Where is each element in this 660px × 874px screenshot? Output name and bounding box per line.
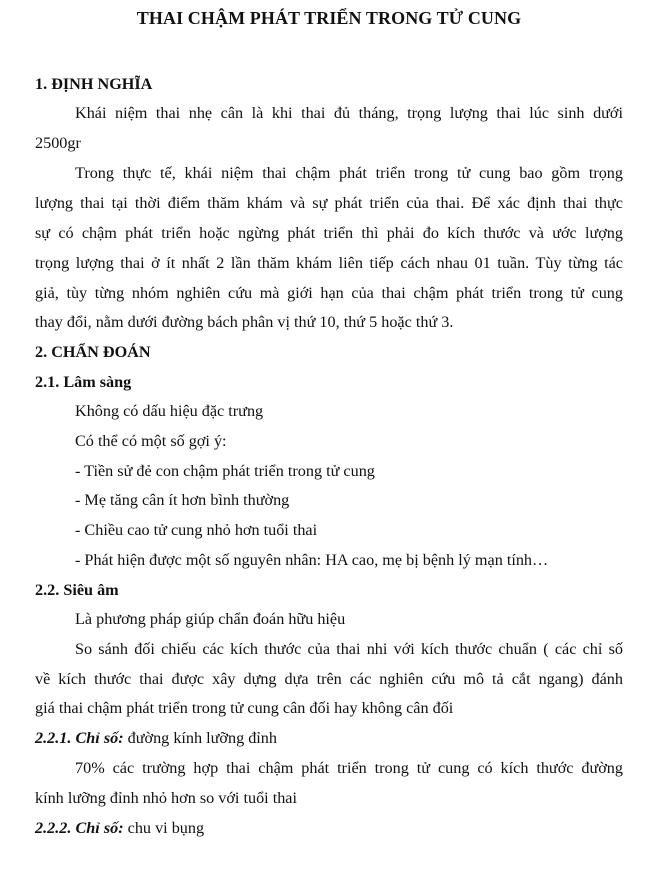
paragraph-line: trọng lượng thai ở ít nhất 2 lần thăm khám liên tiếp cách nhau 01 tuần. Tùy từng tác (35, 254, 623, 272)
paragraph-line: Trong thực tế, khái niệm thai chậm phát triển trong tử cung bao gồm trọng (75, 164, 623, 182)
section-heading-diagnosis: 2. CHẨN ĐOÁN (35, 343, 151, 361)
list-item: - Mẹ tăng cân ít hơn bình thường (75, 491, 290, 509)
paragraph-line: thay đổi, nằm dưới đường bách phân vị thứ 10, thứ 5 hoặc thứ 3. (35, 313, 454, 331)
index-label: 2.2.1. Chỉ số: (35, 729, 124, 747)
index-heading-bpd (35, 728, 277, 748)
text-line: Không có dấu hiệu đặc trưng (75, 402, 264, 420)
list-item: - Phát hiện được một số nguyên nhân: HA cao, mẹ bị bệnh lý mạn tính… (75, 551, 549, 569)
paragraph-line: kính lưỡng đỉnh nhỏ hơn so với tuổi thai (35, 789, 297, 807)
paragraph-line: 2500gr (35, 134, 81, 152)
index-text: đường kính lưỡng đỉnh (123, 729, 277, 747)
paragraph-line: 70% các trường hợp thai chậm phát triển trong tử cung có kích thước đường (75, 759, 623, 777)
paragraph-line: giá thai chậm phát triển trong tử cung cân đối hay không cân đối (35, 699, 454, 717)
paragraph-line: Khái niệm thai nhẹ cân là khi thai đủ tháng, trọng lượng thai lúc sinh dưới (75, 104, 623, 122)
paragraph-line: sự có chậm phát triển hoặc ngừng phát triển thì phải đo kích thước và ước lượng (35, 224, 623, 242)
paragraph-line: So sánh đối chiếu các kích thước của thai nhi với kích thước chuẩn ( các chỉ số (75, 640, 623, 658)
text-line: Là phương pháp giúp chẩn đoán hữu hiệu (75, 610, 346, 628)
section-heading-definition: 1. ĐỊNH NGHĨA (35, 75, 153, 93)
index-text: chu vi bụng (123, 819, 205, 837)
list-item: - Tiền sử đẻ con chậm phát triển trong tử cung (75, 462, 375, 480)
paragraph-line: về kích thước thai được xây dựng dựa trên các nghiên cứu mô tả cắt ngang) đánh (35, 670, 623, 688)
list-item: - Chiều cao tử cung nhỏ hơn tuổi thai (75, 521, 318, 539)
paragraph-line: lượng thai tại thời điểm thăm khám và sự phát triển của thai. Để xác định thai thực (35, 194, 623, 212)
page-title: THAI CHẬM PHÁT TRIỂN TRONG TỬ CUNG (136, 8, 522, 28)
index-label: 2.2.2. Chỉ số: (35, 819, 124, 837)
subsection-heading-clinical: 2.1. Lâm sàng (35, 373, 132, 391)
text-line: Có thể có một số gợi ý: (75, 432, 227, 450)
subsection-heading-ultrasound: 2.2. Siêu âm (35, 581, 119, 599)
index-heading-ac (35, 818, 204, 838)
paragraph-line: giả, tùy từng nhóm nghiên cứu mà giới hạn của thai chậm phát triển trong tử cung (35, 284, 623, 302)
